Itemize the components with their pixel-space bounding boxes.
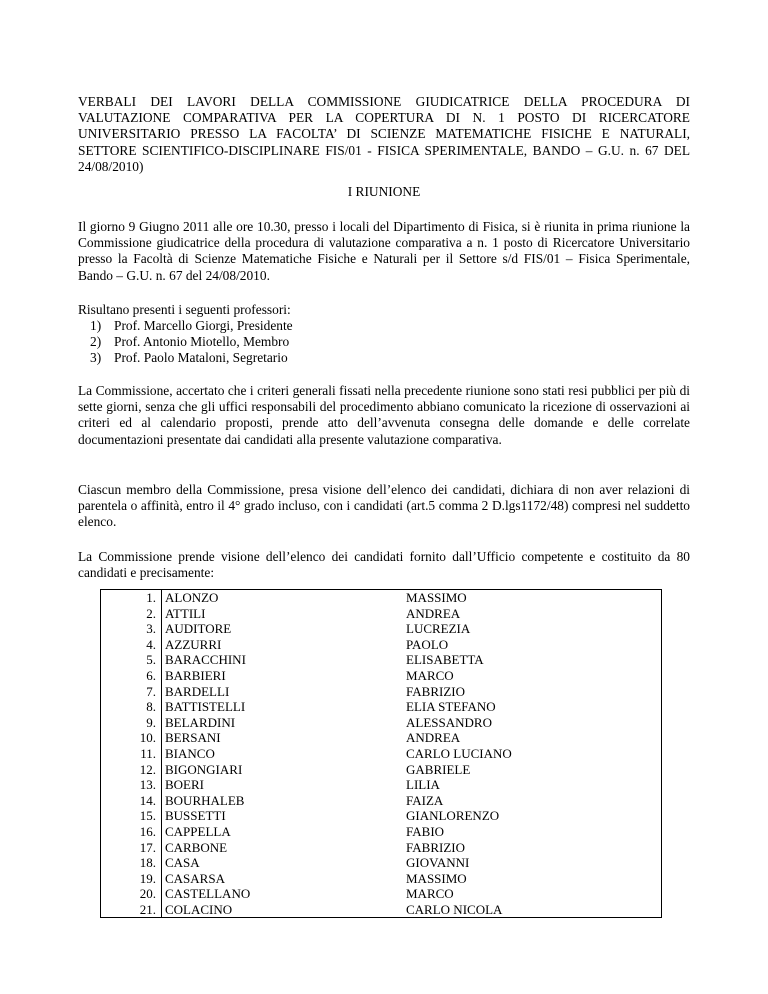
candidate-name: FABIO [403,824,662,840]
candidate-number: 5. [101,652,162,668]
attendees-intro: Risultano presenti i seguenti professori: [78,302,291,317]
candidate-number: 12. [101,762,162,778]
candidate-name: CARLO LUCIANO [403,746,662,762]
member-text: Prof. Antonio Miotello, Membro [114,334,290,350]
candidate-surname: BOURHALEB [162,793,404,809]
candidate-name: FABRIZIO [403,840,662,856]
member-number: 1) [90,318,102,333]
member-text: Prof. Marcello Giorgi, Presidente [114,318,293,333]
member-item [78,350,293,366]
candidate-surname: BARBIERI [162,668,404,684]
meeting-paragraph: Il giorno 9 Giugno 2011 alle ore 10.30, presso i locali del Dipartimento di Fisica, si è riunita in prima riunione la Commissione giudicatrice della procedura di valutazione comparativa a n. 1 posto di Ricercatore Universitario presso la Facoltà di Scienze Matematiche Fisiche e Naturali per il Settore s/d FIS/01 – Fisica Sperimentale, Bando – G.U. n. 67 del 24/08/2010. [78,219,690,283]
candidate-surname: ALONZO [162,590,404,606]
candidate-number: 11. [101,746,162,762]
table-row [101,902,662,918]
member-text: Prof. Paolo Mataloni, Segretario [114,350,288,366]
candidate-surname: BARDELLI [162,684,404,700]
candidate-number: 6. [101,668,162,684]
candidate-name: ANDREA [403,606,662,622]
table-row [101,840,662,856]
member-number: 3) [90,350,102,366]
candidate-number: 7. [101,684,162,700]
candidate-number: 17. [101,840,162,856]
meeting-heading: I RIUNIONE [347,184,421,199]
candidate-surname: CASTELLANO [162,886,404,902]
table-row [101,824,662,840]
candidate-name: FAIZA [403,793,662,809]
candidate-name: LUCREZIA [403,621,662,637]
candidate-surname: BARACCHINI [162,652,404,668]
table-row [101,871,662,887]
candidate-surname: BUSSETTI [162,808,404,824]
candidate-number: 15. [101,808,162,824]
member-number: 2) [90,334,102,350]
candidate-number: 1. [101,590,162,606]
candidate-name: GIANLORENZO [403,808,662,824]
candidate-number: 21. [101,902,162,918]
table-row [101,886,662,902]
members-list [78,318,293,367]
table-row [101,590,662,606]
candidate-surname: BIANCO [162,746,404,762]
candidate-name: GABRIELE [403,762,662,778]
candidate-surname: BOERI [162,777,404,793]
candidate-surname: CASA [162,855,404,871]
table-row [101,777,662,793]
candidate-name: MARCO [403,886,662,902]
document-title: VERBALI DEI LAVORI DELLA COMMISSIONE GIUDICATRICE DELLA PROCEDURA DI VALUTAZIONE COMPARATIVA PER LA COPERTURA DI N. 1 POSTO DI RICERCATORE UNIVERSITARIO PRESSO LA FACOLTA’ DI SCIENZE MATEMATICHE FISICHE E NATURALI, SETTORE SCIENTIFICO-DISCIPLINARE FIS/01 - FISICA SPERIMENTALE, BANDO – G.U. n. 67 DEL 24/08/2010) [78,94,690,174]
table-row [101,793,662,809]
declaration-paragraph: Ciascun membro della Commissione, presa visione dell’elenco dei candidati, dichiara di non aver relazioni di parentela o affinità, entro il 4° grado incluso, con i candidati (art.5 comma 2 D.lgs1172/48) compresi nel suddetto elenco. [78,482,690,530]
candidate-surname: CARBONE [162,840,404,856]
table-row [101,668,662,684]
candidate-number: 13. [101,777,162,793]
candidate-number: 20. [101,886,162,902]
candidate-name: GIOVANNI [403,855,662,871]
table-row [101,699,662,715]
candidate-number: 14. [101,793,162,809]
candidate-surname: CAPPELLA [162,824,404,840]
table-row [101,652,662,668]
candidate-name: MASSIMO [403,590,662,606]
candidate-surname: ATTILI [162,606,404,622]
table-row [101,621,662,637]
candidate-name: PAOLO [403,637,662,653]
candidate-name: FABRIZIO [403,684,662,700]
candidate-name: LILIA [403,777,662,793]
table-row [101,684,662,700]
candidate-surname: AZZURRI [162,637,404,653]
candidates-intro: La Commissione prende visione dell’elenco dei candidati fornito dall’Ufficio competente e costituito da 80 candidati e precisamente: [78,549,690,581]
candidate-surname: COLACINO [162,902,404,918]
candidate-name: MARCO [403,668,662,684]
table-row [101,855,662,871]
candidate-surname: CASARSA [162,871,404,887]
table-row [101,808,662,824]
candidate-number: 3. [101,621,162,637]
candidate-number: 4. [101,637,162,653]
candidates-table [100,589,662,918]
table-row [101,762,662,778]
candidate-number: 18. [101,855,162,871]
criteria-paragraph: La Commissione, accertato che i criteri generali fissati nella precedente riunione sono stati resi pubblici per più di sette giorni, senza che gli uffici responsabili del procedimento abbiano comunicato la ricezione di osservazioni ai criteri ed al calendario proposti, prende atto dell’avvenuta consegna delle domande e delle correlate documentazioni presentate dai candidati alla presente valutazione comparativa. [78,383,690,447]
candidate-number: 19. [101,871,162,887]
candidate-name: MASSIMO [403,871,662,887]
candidate-number: 2. [101,606,162,622]
candidate-surname: BIGONGIARI [162,762,404,778]
table-row [101,606,662,622]
candidate-name: ELISABETTA [403,652,662,668]
candidate-surname: BATTISTELLI [162,699,404,715]
table-row [101,715,662,731]
member-item [78,318,293,334]
member-item [78,334,293,350]
candidate-surname: BELARDINI [162,715,404,731]
candidate-surname: AUDITORE [162,621,404,637]
candidate-number: 9. [101,715,162,731]
table-row [101,746,662,762]
candidate-surname: BERSANI [162,730,404,746]
candidate-number: 8. [101,699,162,715]
candidate-number: 16. [101,824,162,840]
candidate-number: 10. [101,730,162,746]
table-row [101,730,662,746]
candidate-name: ANDREA [403,730,662,746]
candidate-name: CARLO NICOLA [403,902,662,918]
table-row [101,637,662,653]
candidate-name: ALESSANDRO [403,715,662,731]
candidate-name: ELIA STEFANO [403,699,662,715]
